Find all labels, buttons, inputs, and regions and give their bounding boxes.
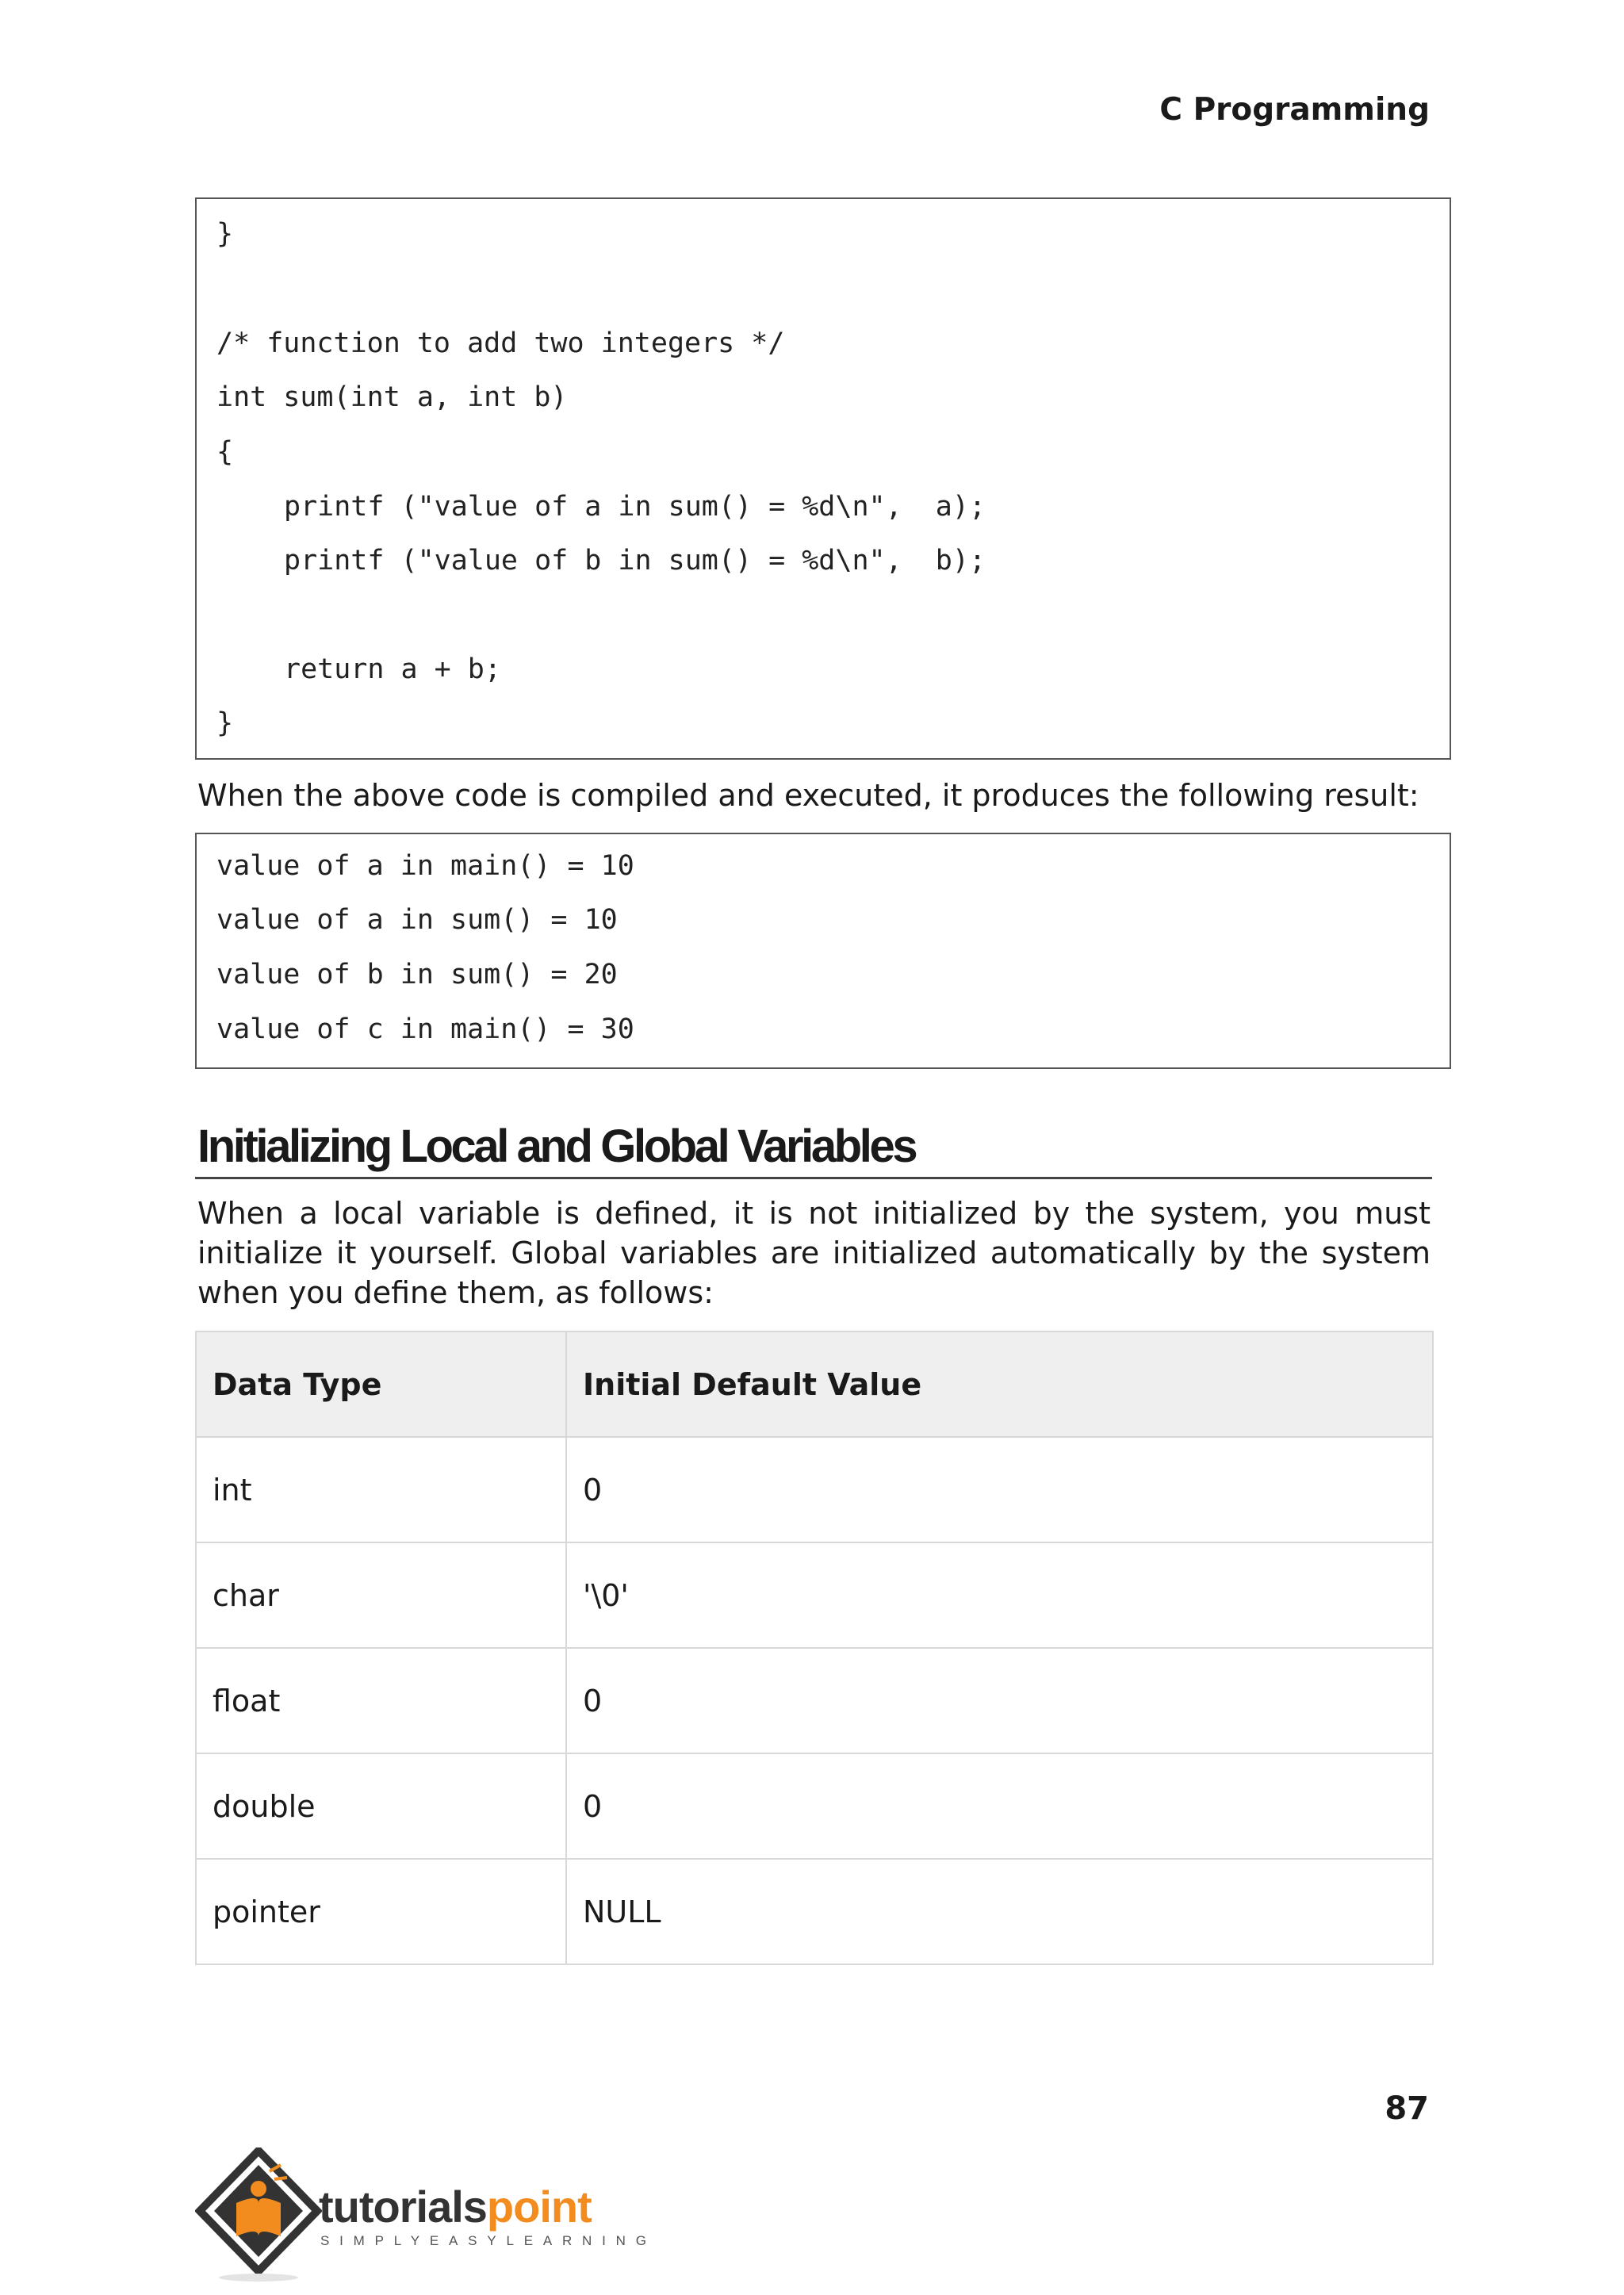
output-line: value of c in main() = 30	[216, 1013, 634, 1045]
section-paragraph: When a local variable is defined, it is not initialized by the system, you must initialize it yourself. Global variables are initialized automatically by the system when you define them, as follows:	[197, 1196, 1431, 1310]
table-cell-value: 0	[566, 1648, 1433, 1753]
table-row	[196, 1753, 1433, 1859]
heading-underline	[195, 1177, 1432, 1179]
column-header-default-value: Initial Default Value	[566, 1331, 1433, 1437]
table-header-row	[196, 1331, 1433, 1437]
code-line: {	[216, 436, 234, 468]
code-line: return a + b;	[284, 653, 501, 685]
table-cell-value: '\0'	[566, 1542, 1433, 1648]
output-line: value of b in sum() = 20	[216, 959, 618, 990]
table-row	[196, 1437, 1433, 1542]
table-cell-type: pointer	[196, 1859, 566, 1964]
column-header-data-type: Data Type	[196, 1331, 566, 1437]
section-heading: Initializing Local and Global Variables	[197, 1121, 916, 1172]
table-cell-value: 0	[566, 1437, 1433, 1542]
default-values-table	[195, 1331, 1434, 1965]
table-cell-value: 0	[566, 1753, 1433, 1859]
code-line: printf ("value of b in sum() = %d\n", b);	[284, 545, 986, 577]
table-row	[196, 1648, 1433, 1753]
tutorialspoint-logo	[195, 2147, 657, 2282]
output-block	[195, 833, 1451, 1069]
logo-wordmark	[319, 2181, 592, 2232]
table-cell-type: float	[196, 1648, 566, 1753]
page-header-title: C Programming	[1159, 92, 1430, 128]
logo-tagline: SIMPLYEASYLEARNING	[320, 2233, 657, 2248]
logo-wordmark-part2: point	[486, 2182, 592, 2232]
result-intro-text: When the above code is compiled and executed, it produces the following result:	[197, 778, 1419, 813]
output-line: value of a in main() = 10	[216, 850, 634, 882]
table-cell-type: int	[196, 1437, 566, 1542]
output-line: value of a in sum() = 10	[216, 904, 618, 936]
table-cell-type: double	[196, 1753, 566, 1859]
code-line: printf ("value of a in sum() = %d\n", a);	[284, 491, 986, 523]
code-line: }	[216, 218, 234, 250]
table-cell-type: char	[196, 1542, 566, 1648]
logo-emblem-icon	[195, 2147, 322, 2282]
logo-wordmark-part1: tutorials	[319, 2182, 487, 2232]
page-number: 87	[1385, 2090, 1429, 2127]
table-row	[196, 1859, 1433, 1964]
table-row	[196, 1542, 1433, 1648]
table-cell-value: NULL	[566, 1859, 1433, 1964]
code-line: /* function to add two integers */	[216, 328, 785, 359]
code-line: int sum(int a, int b)	[216, 381, 568, 413]
code-block	[195, 197, 1451, 760]
code-line: }	[216, 707, 234, 739]
